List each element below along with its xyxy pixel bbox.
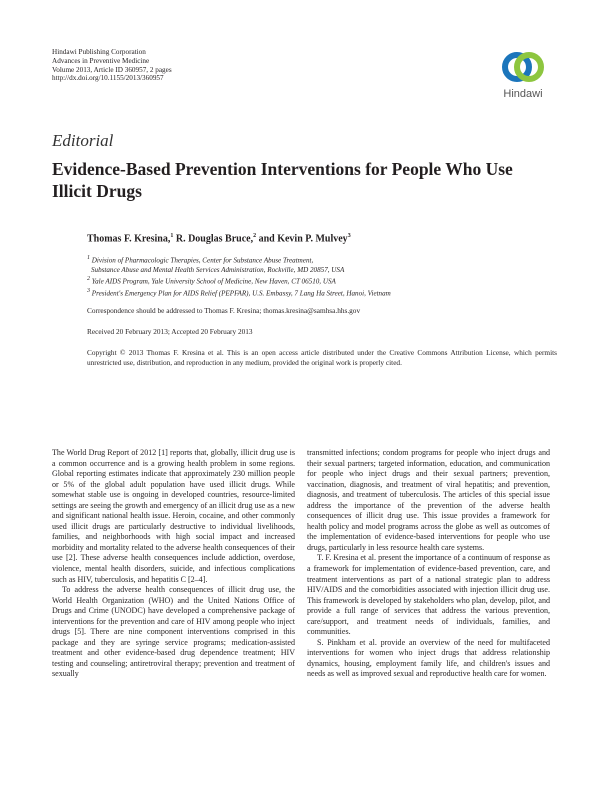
body-paragraph: The World Drug Report of 2012 [1] reports that, globally, illicit drug use is a common occurrence and is a growing health problem in some regions. Global reporting estimates indicate that approximately 230 million people or 5% of the global adult population have used illicit drugs. While somewhat stable use is ongoing in developed countries, resource-limited settings are seeing the growth and emergency of an illicit drug use as a new and significant national health issue. Heroin, cocaine, and other commonly used illicit drugs are particularly destructive to individual livelihoods, families, and neighborhoods with high social impact and increased morbidity and mortality related to the adverse health consequences of their use [2]. These adverse health consequences include addiction, overdose, violence, mental health disorders, suicide, and infectious complications such as HIV, tuberculosis, and hepatitis C [2–4].	[52, 448, 295, 584]
doi-link[interactable]: http://dx.doi.org/10.1155/2013/360957	[52, 74, 164, 83]
author-name[interactable]: and Kevin P. Mulvey	[256, 233, 348, 245]
hindawi-logo[interactable]	[496, 50, 550, 106]
body-paragraph: T. F. Kresina et al. present the importance of a continuum of response as a framework for implementation of evidence-based prevention, care, and treatment interventions as part of a national strategic plan to address HIV/AIDS and the comorbidities associated with injection illicit drug use. This framework is developed by stakeholders who plan, develop, pilot, and provide a full range of services that address the various prevention, care/support, and treatment needs of individuals, families, and communities.	[307, 553, 550, 637]
received-accepted-dates: Received 20 February 2013; Accepted 20 February 2013	[87, 327, 253, 336]
volume-article-id: Volume 2013, Article ID 360957, 2 pages	[52, 65, 172, 74]
affiliation-1: $^1$ Division of Pharmacologic Therapies, Center for Substance Abuse Treatment,	[87, 255, 314, 265]
correspondence-note: Correspondence should be addressed to Thomas F. Kresina; thomas.kresina@samhsa.hhs.gov	[87, 306, 361, 315]
author-list	[87, 233, 351, 244]
author-name[interactable]: R. Douglas Bruce,	[173, 233, 254, 245]
logo-wordmark: Hindawi	[503, 88, 543, 100]
publisher-name: Hindawi Publishing Corporation	[52, 48, 146, 56]
hindawi-rings-icon	[500, 50, 546, 84]
body-paragraph: transmitted infections; condom programs for people who inject drugs and their sexual partners; targeted information, education, and communication for people who inject drugs and their sexual partners; prevention, vaccination, diagnosis, and treatment of viral hepatitis; and prevention, diagnosis, and treatment of tuberculosis. The articles of this special issue address the importance of the prevention of the adverse health consequences of illicit drug use. This issue provides a framework for health policy and model programs across the globe as well as outcomes of the implementation of evidence-based interventions for people who use drugs, particularly in less resource health care systems.	[307, 448, 550, 552]
affiliation-1-cont: Substance Abuse and Mental Health Services Administration, Rockville, MD 20857, USA	[91, 265, 345, 274]
body-paragraph: S. Pinkham et al. provide an overview of the need for multifaceted interventions for women who inject drugs that address relationship dynamics, housing, employment family life, and children's issues and needs as well as improved sexual and reproductive health care for women.	[307, 637, 550, 679]
author-affil-sup: 2	[253, 233, 257, 239]
author-affil-sup: 1	[170, 233, 174, 239]
affiliation-3: $^3$ President's Emergency Plan for AIDS Relief (PEPFAR), U.S. Embassy, 7 Lang Ha Street, Hanoi, Vietnam	[87, 287, 391, 298]
author-name[interactable]: Thomas F. Kresina,	[87, 233, 171, 245]
article-title: Evidence-Based Prevention Interventions for People Who Use Illicit Drugs	[52, 159, 513, 201]
copyright-notice: Copyright © 2013 Thomas F. Kresina et al. This is an open access article distributed under the Creative Commons Attribution License, which permits unrestricted use, distribution, and reproduction in any medium, provided the original work is properly cited.	[87, 348, 557, 367]
author-affil-sup: 3	[347, 233, 351, 239]
affiliations	[87, 254, 557, 299]
body-column-left	[52, 448, 295, 680]
body-column-right	[307, 448, 550, 680]
section-label: Editorial	[52, 131, 114, 150]
journal-header-info	[52, 48, 172, 83]
journal-name: Advances in Preventive Medicine	[52, 56, 150, 65]
affiliation-2: $^2$ Yale AIDS Program, Yale University School of Medicine, New Haven, CT 06510, USA	[87, 276, 336, 286]
body-paragraph: To address the adverse health consequences of illicit drug use, the World Health Organization (WHO) and the United Nations Office of Drugs and Crime (UNODC) have developed a comprehensive package of interventions for the prevention and care of HIV among people who inject drugs [5]. There are nine component interventions comprised in this package and they are syringe service programs; medication-assisted treatment and other evidence-based drug dependence treatment; HIV testing and counseling; antiretroviral therapy; prevention and treatment of sexually	[52, 585, 295, 679]
